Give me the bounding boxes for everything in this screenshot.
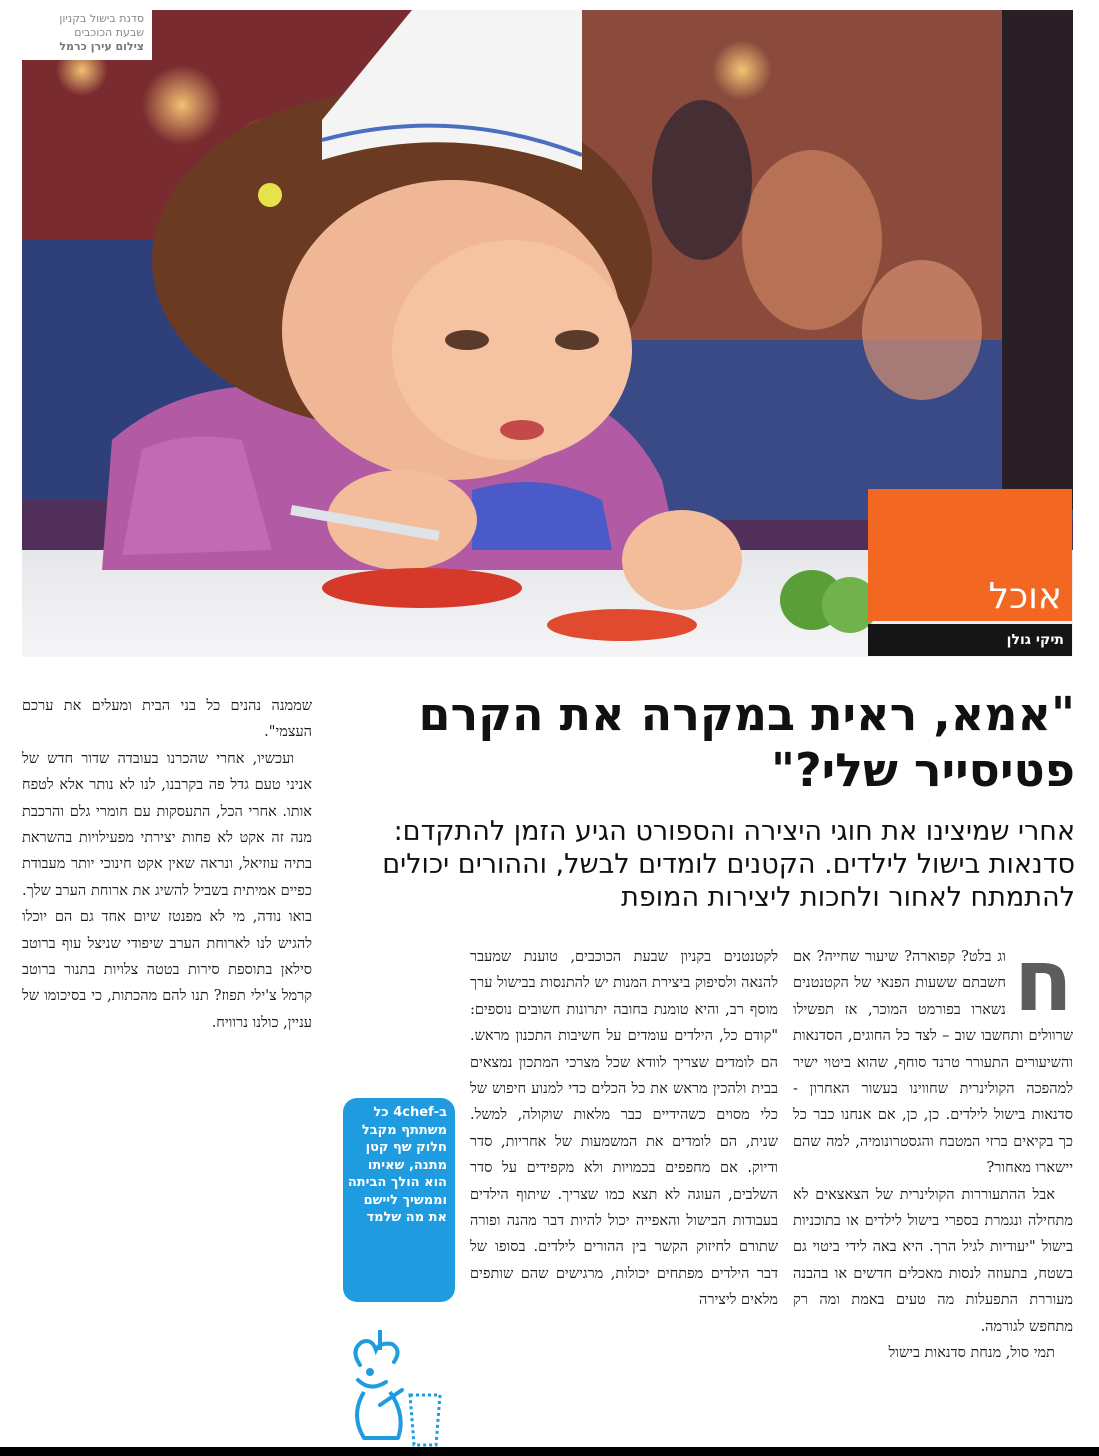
article-headline: "אמא, ראית במקרה את הקרם פטיסייר שלי?" bbox=[418, 687, 1075, 797]
paragraph: וג בלט? קפוארה? שיעור שחייה? אם חשבתם ששעות הפנאי של הקטנטנים נשארו בפורמט המוכר, אז תפשילו שרוולים ותחשבו שוב – לצד כל החוגים, הסדנאות והשיעורים התעורר טרנד סוחף, שהוא ביטוי ישיר למהפכה הקולינרית שחווינו בעשור האחרון - סדנאות בישול לילדים. כן, כן, אם אנחנו כבר כל כך בקיאים ברזי המטבח והגסטרונומיה, למה שהם יישארו מאחור? bbox=[793, 949, 1073, 1177]
paragraph: לקטנטנים בקניון שבעת הכוכבים, טוענת שמעבר להנאה ולסיפוק ביצירת המנות יש להתנסות בבישול ערך מוסף רב, והיא טומנת בחובה יתרונות חשובים נוספים: "קודם כל, הילדים עומדים על חשיבות התכנון מראש. הם לומדים שצריך לוודא שכל מצרכי המתכון נמצאים בבית ולהכין מראש את כל הכלים כדי למנוע חיפוש של כלי מסוים כשהידיים כבר מלאות שוקולה, למשל. שנית, הם לומדים את המשמעות של אחריות, סדר ודיוק. אם מחפפים בכמויות ולא מקפידים על סדר השלבים, העוגה לא תצא כמו שצריך. שיתוף הילדים בעבודות הבישול והאפייה יכול להיות דבר מהנה ופורה שתורם לחיזוק הקשר בין ההורים לילדים. בסופו של דבר הילדים מפתחים יכולות, מרגישים שהם שותפים מלאים ליצירה bbox=[470, 949, 778, 1309]
paragraph: אבל ההתעוררות הקולינרית של הצאצאים לא מתחילה ונגמרת בספרי בישול לילדים או בתוכניות בישול "יעודיות לגיל הרך. היא באה לידי ביטוי גם בשטח, בתעוזה לנסות מאכלים חדשים או בהבנה מעוררת התפעלות מה טעים באמת ומה רק מתחפש לגורמה. bbox=[793, 1186, 1073, 1335]
page-bottom-rule bbox=[0, 1447, 1099, 1456]
article-subhead: אחרי שמיצינו את חוגי היצירה והספורט הגיע הזמן להתקדם: סדנאות בישול לילדים. הקטנים לומדים לבשל, וההורים יכולים להתמתח לאחור ולחכות ליצירות המופת bbox=[382, 816, 1075, 913]
section-tag bbox=[868, 489, 1072, 621]
article-column-middle bbox=[470, 944, 778, 1456]
photo-caption-line: סדנת בישול בקניון bbox=[59, 12, 144, 25]
article-column-right bbox=[793, 944, 1073, 1456]
section-label: אוכל bbox=[988, 576, 1062, 617]
paragraph: ועכשיו, אחרי שהכרנו בעובדה שדור חדש של אניני טעם גדל פה בקרבנו, לנו לא נותר אלא לטפח אותו. אחרי הכל, התעסקות עם חומרי גלם והרכבת מנה זה אקט לא פחות יצירתי מפעילויות בהשראת בתיה עוזיאל, ונראה שאין אקט חינוכי יותר מעבודת כפיים אמיתית בשביל להשיג את ארוחת הערב שלך. בואו נודה, מי לא מפנטז שיום אחד גם הם יוכלו להגיש לנו לארוחת הערב שיפודי שניצל עוף ברוטב סילאן בתוספת סירות בטטה צלויות בתנור ברוטב קרמל צ'ילי תפוז? תנו להם מהכתות, כי בסיכומו של עניין, כולנו נרוויח. bbox=[22, 750, 312, 1031]
tip-callout: ב-4chef כל משתתף מקבל חלוק שף קטן מתנה, שאיתו הוא הולך הביתה וממשיך ליישם את מה שלמד bbox=[343, 1098, 455, 1302]
photo-credit-line: צילום עירן כרמל bbox=[59, 40, 144, 53]
author-byline: תיקי גולן bbox=[868, 624, 1072, 656]
drop-cap: ח bbox=[1013, 944, 1073, 1031]
photo-credit bbox=[22, 10, 152, 60]
article-column-left bbox=[22, 693, 312, 1133]
mouse-chef-icon bbox=[340, 1320, 455, 1450]
photo-caption-line: שבעת הכוכבים bbox=[74, 26, 144, 39]
paragraph: שממנה נהנים כל בני הבית ומעלים את ערכם העצמי". bbox=[22, 698, 312, 741]
paragraph: תמי סול, מנחת סדנאות בישול bbox=[888, 1345, 1055, 1362]
